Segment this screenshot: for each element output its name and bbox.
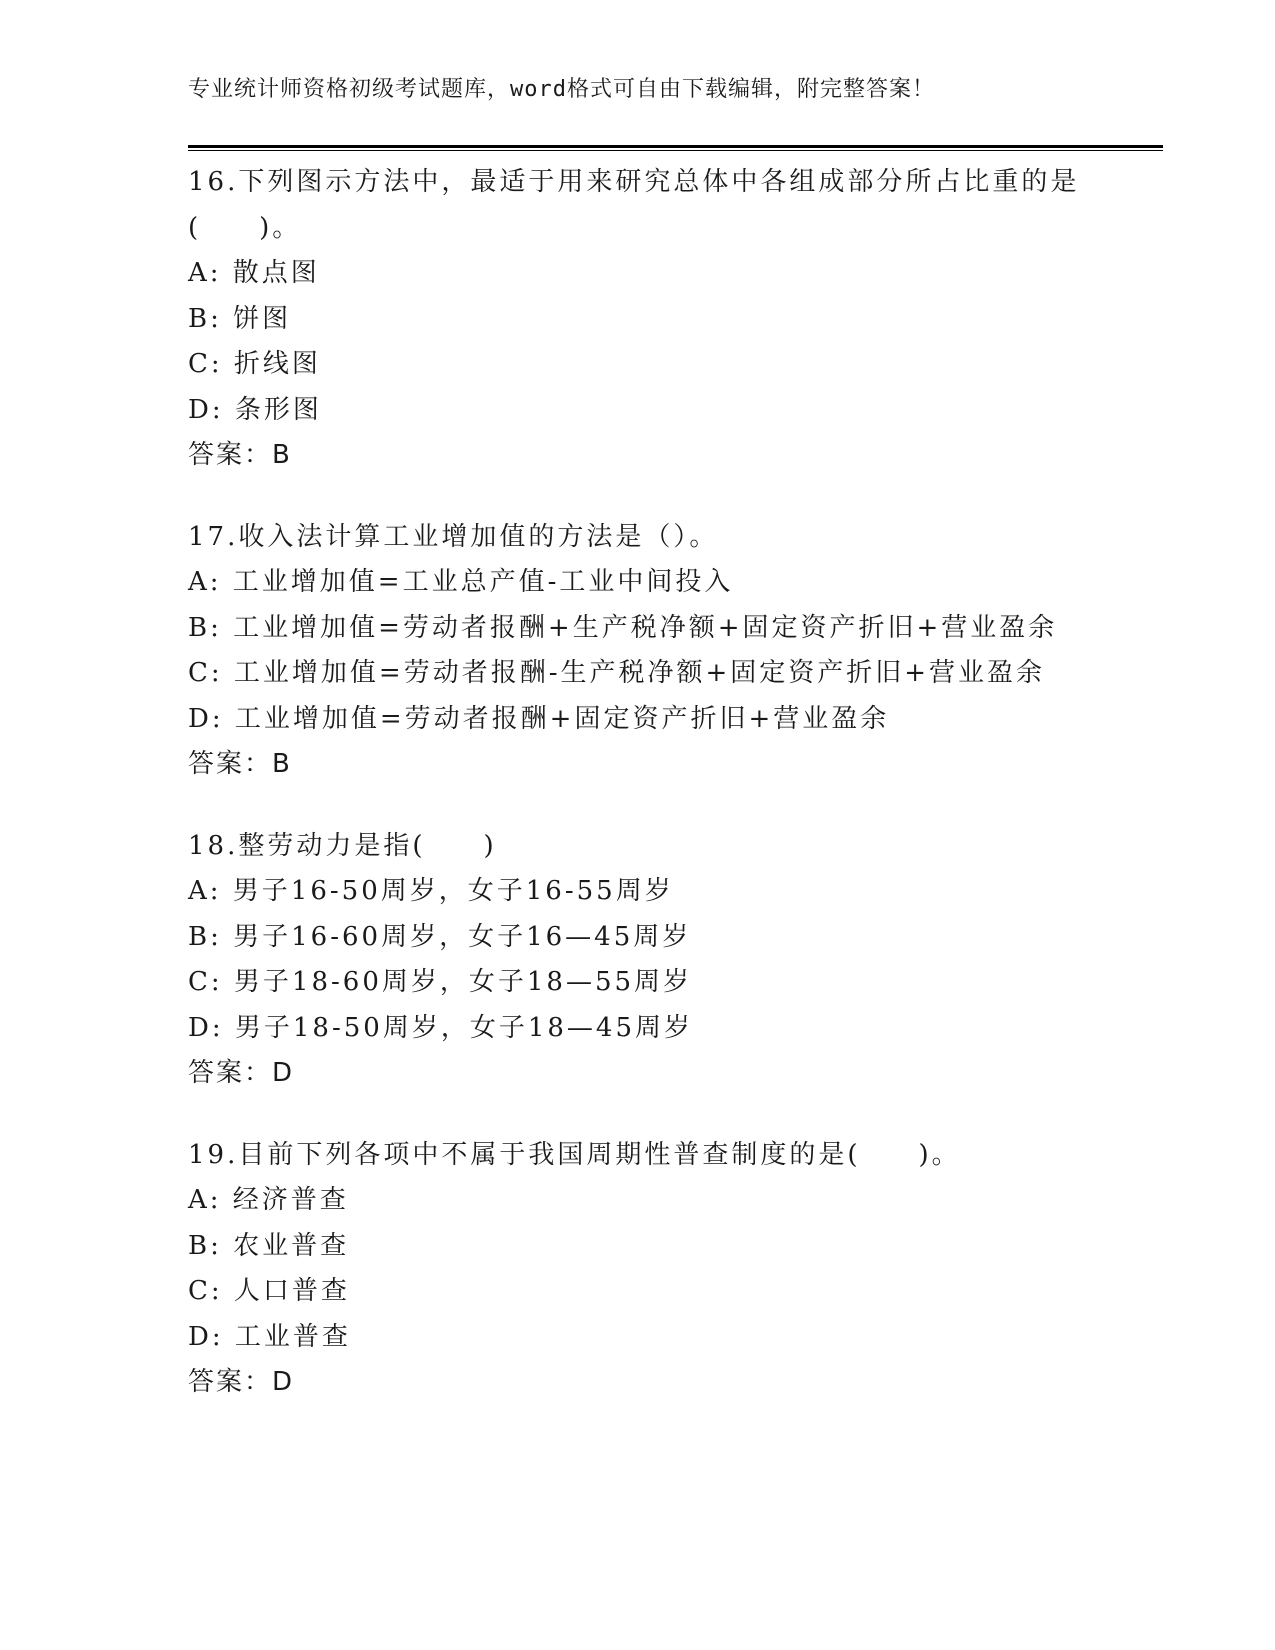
question-19	[188, 1133, 1163, 1406]
answer: 答案：D	[188, 1058, 295, 1088]
question-stem-continuation: ( )。	[188, 212, 302, 243]
option-d: D: 工业增加值=劳动者报酬+固定资产折旧+营业盈余	[188, 703, 890, 734]
question-stem: 18.整劳动力是指( )	[188, 830, 497, 861]
option-c: C: 折线图	[188, 349, 321, 379]
option-b: B: 男子16-60周岁，女子16—45周岁	[188, 921, 692, 952]
header-rule-thick	[188, 145, 1163, 148]
option-b: B: 工业增加值=劳动者报酬+生产税净额+固定资产折旧+营业盈余	[188, 612, 1058, 643]
header-rule-thin	[188, 150, 1163, 151]
answer: 答案：D	[188, 1367, 295, 1397]
answer: 答案：B	[188, 749, 292, 779]
option-d: D: 条形图	[188, 394, 322, 425]
question-stem: 16.下列图示方法中，最适于用来研究总体中各组成部分所占比重的是	[188, 167, 1080, 197]
question-18	[188, 824, 1163, 1097]
option-b: B: 农业普查	[188, 1230, 350, 1261]
question-stem: 19.目前下列各项中不属于我国周期性普查制度的是( )。	[188, 1139, 961, 1170]
option-a: A: 经济普查	[188, 1185, 349, 1215]
question-stem: 17.收入法计算工业增加值的方法是（）。	[188, 521, 719, 552]
option-a: A: 男子16-50周岁，女子16-55周岁	[188, 876, 674, 906]
question-16	[188, 160, 1163, 479]
page-header: 专业统计师资格初级考试题库，word格式可自由下载编辑，附完整答案！	[188, 77, 935, 102]
option-c: C: 工业增加值=劳动者报酬-生产税净额+固定资产折旧+营业盈余	[188, 658, 1046, 688]
option-a: A: 散点图	[188, 258, 320, 288]
option-c: C: 男子18-60周岁，女子18—55周岁	[188, 967, 693, 997]
option-c: C: 人口普查	[188, 1276, 350, 1306]
option-a: A: 工业增加值=工业总产值-工业中间投入	[188, 567, 734, 597]
option-d: D: 男子18-50周岁，女子18—45周岁	[188, 1012, 693, 1043]
option-b: B: 饼图	[188, 303, 292, 334]
option-d: D: 工业普查	[188, 1321, 351, 1352]
question-list	[188, 160, 1163, 1442]
question-17	[188, 515, 1163, 788]
answer: 答案：B	[188, 440, 292, 470]
